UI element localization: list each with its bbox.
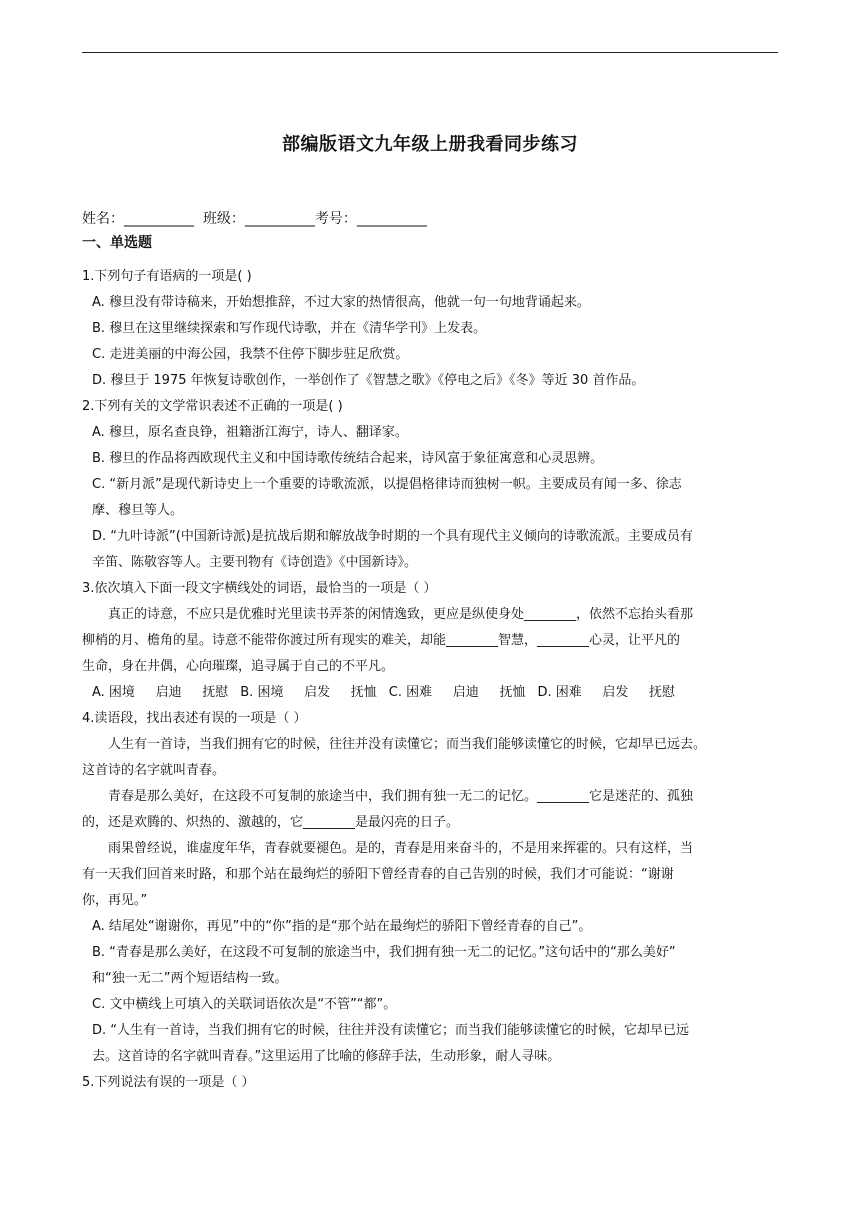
question-2-option-d [82, 524, 782, 576]
question-1-option-c: C. 走进美丽的中海公园，我禁不住停下脚步驻足欣赏。 [92, 347, 409, 362]
question-4-paragraph-2-line-2: 的，还是欢腾的、炽热的、激越的，它________是最闪亮的日子。 [82, 815, 460, 830]
question-4-option-a: A. 结尾处“谢谢你，再见”中的“你”指的是“那个站在最绚烂的骄阳下曾经青春的自己”。 [92, 919, 592, 934]
question-4-option-d-line-2: 去。这首诗的名字就叫青春。”这里运用了比喻的修辞手法，生动形象，耐人寻味。 [92, 1049, 561, 1064]
question-5-stem: 5.下列说法有误的一项是（ ） [82, 1075, 255, 1090]
question-4-paragraph-2-line-1: 青春是那么美好，在这段不可复制的旅途当中，我们拥有独一无二的记忆。________它是迷茫的、孤独 [108, 789, 694, 804]
question-4-option-b-line-2: 和“独一无二”两个短语结构一致。 [92, 971, 288, 986]
question-4-option-b [82, 940, 782, 992]
question-3-passage-line-1: 真正的诗意，不应只是优雅时光里读书弄茶的闲情逸致，更应是纵使身处________，依然不忘抬头看那 [108, 607, 694, 622]
question-2-option-d-line-1: D. “九叶诗派”(中国新诗派)是抗战后期和解放战争时期的一个具有现代主义倾向的诗歌流派。主要成员有 [92, 529, 693, 544]
question-1-option-b: B. 穆旦在这里继续探索和写作现代诗歌，并在《清华学刊》上发表。 [92, 321, 487, 336]
question-3-option-c: C. 困难 启迪 抚恤 [388, 685, 526, 700]
question-3-option-b: B. 困境 启发 抚恤 [240, 685, 377, 700]
question-2-stem: 2.下列有关的文学常识表述不正确的一项是( ) [82, 399, 343, 414]
student-info-line: 姓名：__________ 班级：__________考号：__________ [82, 211, 427, 227]
question-1-option-d: D. 穆旦于 1975 年恢复诗歌创作，一举创作了《智慧之歌》《停电之后》《冬》等近 30 首作品。 [92, 373, 645, 388]
question-4-paragraph-3-line-3: 你，再见。” [82, 893, 148, 908]
section-heading: 一、单选题 [82, 235, 152, 251]
question-2-option-c [82, 472, 782, 524]
question-4-option-c: C. 文中横线上可填入的关联词语依次是“不管”“都”。 [92, 997, 397, 1012]
question-5 [82, 1070, 782, 1096]
question-4 [82, 706, 782, 1070]
question-2-option-d-line-2: 辛笛、陈敬容等人。主要刊物有《诗创造》《中国新诗》。 [92, 555, 418, 570]
question-2-option-a: A. 穆旦，原名查良铮，祖籍浙江海宁，诗人、翻译家。 [92, 425, 408, 440]
page-title: 部编版语文九年级上册我看同步练习 [282, 134, 578, 155]
question-3-stem: 3.依次填入下面一段文字横线处的词语，最恰当的一项是（ ） [82, 581, 437, 596]
question-4-stem: 4.读语段，找出表述有误的一项是（ ） [82, 711, 307, 726]
question-4-paragraph-1-line-2: 这首诗的名字就叫青春。 [82, 763, 226, 778]
question-4-paragraph-1-line-1: 人生有一首诗，当我们拥有它的时候，往往并没有读懂它；而当我们能够读懂它的时候，它却早已远去。 [108, 737, 707, 752]
question-3-option-a: A. 困境 启迪 抚慰 [92, 685, 229, 700]
question-4-paragraph-3-line-1: 雨果曾经说，谁虚度年华，青春就要褪色。是的，青春是用来奋斗的，不是用来挥霍的。只有这样，当 [108, 841, 694, 856]
question-1-stem: 1.下列句子有语病的一项是( ) [82, 269, 252, 284]
question-4-paragraph-3-line-2: 有一天我们回首来时路，和那个站在最绚烂的骄阳下曾经青春的自己告别的时候，我们才可能说：“谢谢 [82, 867, 674, 882]
question-3-options [82, 680, 782, 706]
exercise-content [82, 208, 782, 1096]
question-4-option-b-line-1: B. “青春是那么美好，在这段不可复制的旅途当中，我们拥有独一无二的记忆。”这句话中的“那么美好” [92, 945, 676, 960]
question-1 [82, 264, 782, 394]
question-3 [82, 576, 782, 706]
question-2-option-c-line-2: 摩、穆旦等人。 [92, 503, 184, 518]
question-4-option-d-line-1: D. “人生有一首诗，当我们拥有它的时候，往往并没有读懂它；而当我们能够读懂它的时候，它却早已远 [92, 1023, 690, 1038]
question-2 [82, 394, 782, 576]
question-4-option-d [82, 1018, 782, 1070]
question-3-passage-line-3: 生命，身在井偶，心向璀璨，追寻属于自己的不平凡。 [82, 659, 395, 674]
question-2-option-b: B. 穆旦的作品将西欧现代主义和中国诗歌传统结合起来，诗风富于象征寓意和心灵思辨。 [92, 451, 604, 466]
question-3-option-d: D. 困难 启发 抚慰 [537, 685, 676, 700]
question-1-option-a: A. 穆旦没有带诗稿来，开始想推辞，不过大家的热情很高，他就一句一句地背诵起来。 [92, 295, 590, 310]
question-3-passage-line-2: 柳梢的月、檐角的星。诗意不能带你渡过所有现实的难关，却能________智慧，________心灵，让平凡的 [82, 633, 681, 648]
question-2-option-c-line-1: C. “新月派”是现代新诗史上一个重要的诗歌流派，以提倡格律诗而独树一帜。主要成员有闻一多、徐志 [92, 477, 682, 492]
header-rule [82, 52, 778, 53]
